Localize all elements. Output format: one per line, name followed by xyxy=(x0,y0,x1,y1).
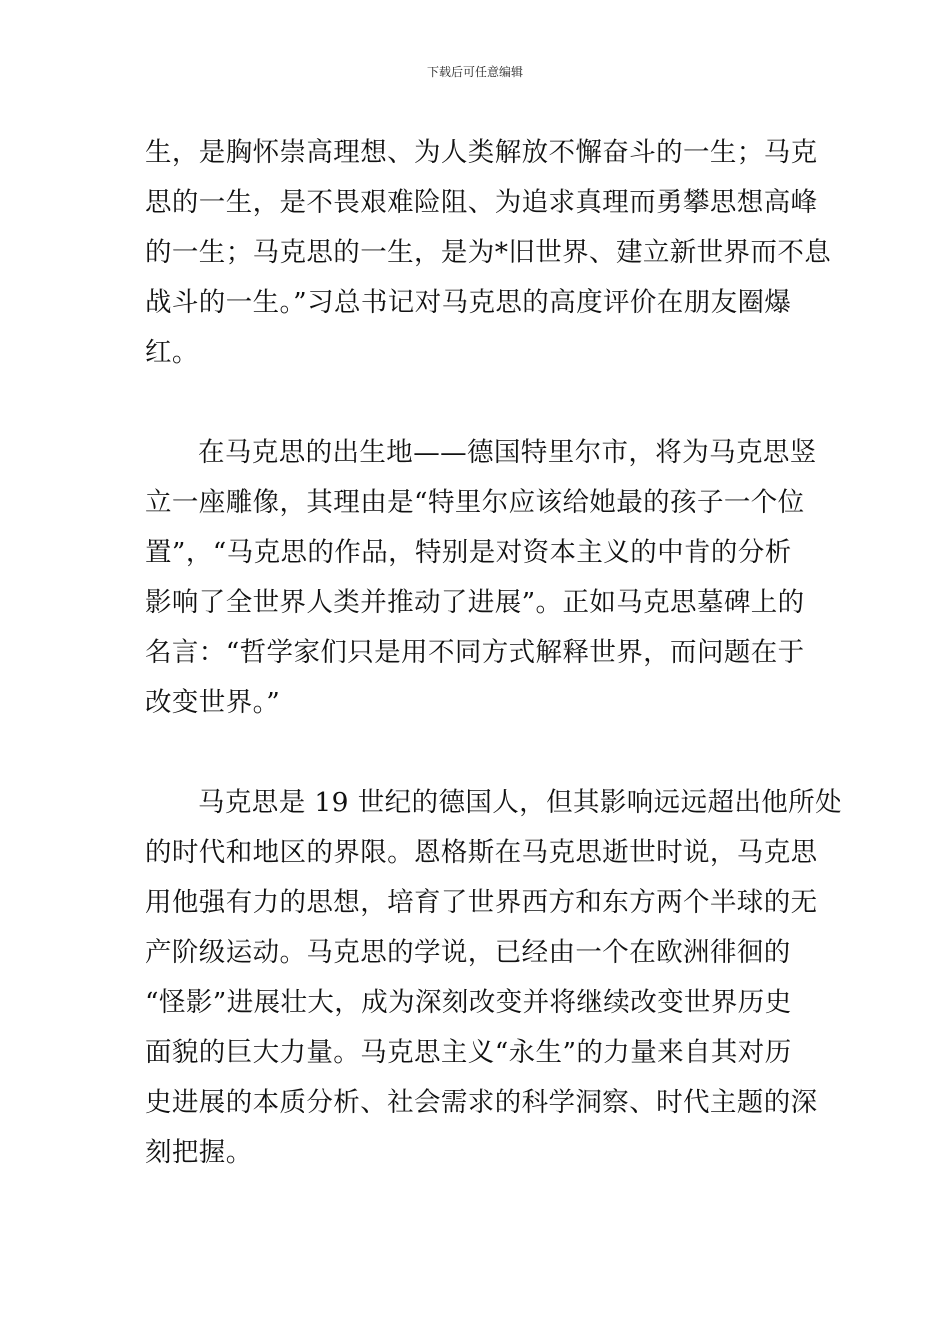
page-header-note: 下载后可任意编辑 xyxy=(426,65,523,79)
paragraph-line: 红。 xyxy=(145,337,199,368)
paragraph-line: 用他强有力的思想，培育了世界西方和东方两个半球的无 xyxy=(145,887,818,918)
paragraph-line: 战斗的一生。”习总书记对马克思的高度评价在朋友圈爆 xyxy=(145,287,792,318)
paragraph-3 xyxy=(145,778,842,1178)
paragraph-spacer xyxy=(145,378,805,428)
paragraph-line: 生，是胸怀崇高理想、为人类解放不懈奋斗的一生；马克 xyxy=(145,137,818,168)
paragraph-line: 改变世界。” xyxy=(145,687,281,718)
paragraph-line: 面貌的巨大力量。马克思主义“永生”的力量来自其对历 xyxy=(145,1037,792,1068)
paragraph-line: 史进展的本质分析、社会需求的科学洞察、时代主题的深 xyxy=(145,1087,818,1118)
document-body xyxy=(145,128,842,1178)
paragraph-spacer xyxy=(145,728,805,778)
paragraph-1 xyxy=(145,128,832,378)
paragraph-line: 在马克思的出生地——德国特里尔市，将为马克思竖 xyxy=(198,437,817,468)
paragraph-line: “怪影”进展壮大，成为深刻改变并将继续改变世界历史 xyxy=(145,987,792,1018)
paragraph-line: 思的一生，是不畏艰难险阻、为追求真理而勇攀思想高峰 xyxy=(145,187,818,218)
paragraph-line: 名言：“哲学家们只是用不同方式解释世界，而问题在于 xyxy=(145,637,805,668)
paragraph-line: 的一生；马克思的一生，是为*旧世界、建立新世界而不息 xyxy=(145,237,832,268)
paragraph-line: 的时代和地区的界限。恩格斯在马克思逝世时说，马克思 xyxy=(145,837,818,868)
paragraph-line: 产阶级运动。马克思的学说，已经由一个在欧洲徘徊的 xyxy=(145,937,791,968)
paragraph-line: 置”，“马克思的作品，特别是对资本主义的中肯的分析 xyxy=(145,537,792,568)
paragraph-line: 影响了全世界人类并推动了进展”。正如马克思墓碑上的 xyxy=(145,587,805,618)
paragraph-line: 刻把握。 xyxy=(145,1137,253,1168)
paragraph-2 xyxy=(145,428,817,728)
paragraph-line: 马克思是 19 世纪的德国人，但其影响远远超出他所处 xyxy=(198,787,842,818)
paragraph-line: 立一座雕像，其理由是“特里尔应该给她最的孩子一个位 xyxy=(145,487,805,518)
